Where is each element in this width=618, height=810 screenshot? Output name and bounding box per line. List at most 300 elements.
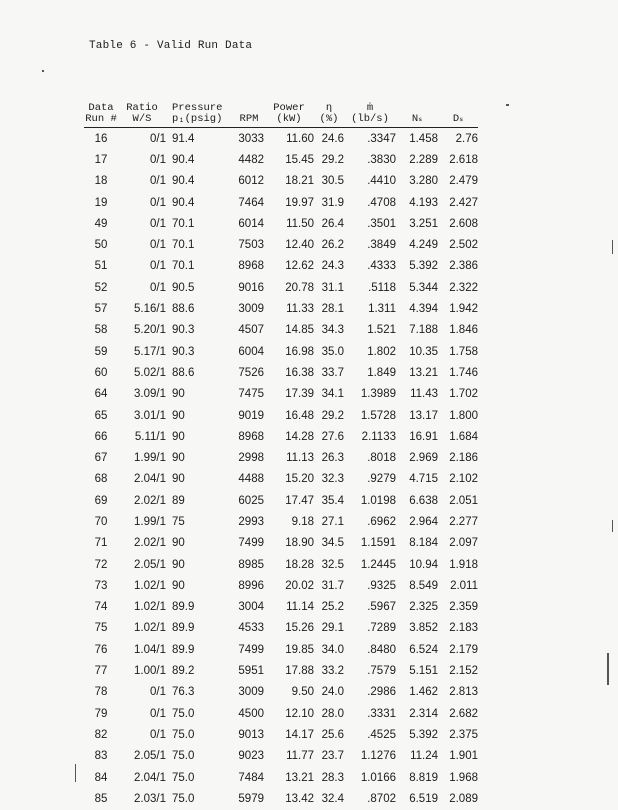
cell-pressure: 75 xyxy=(172,515,185,528)
cell-power: 15.20 xyxy=(285,473,314,486)
cell-mass-flow: .2986 xyxy=(367,686,396,699)
cell-specific-speed: 2.289 xyxy=(409,153,438,166)
cell-rpm: 5979 xyxy=(238,792,264,805)
cell-ratio: 0/1 xyxy=(150,217,166,230)
cell-specific-speed: 1.458 xyxy=(409,132,438,145)
cell-ratio: 5.17/1 xyxy=(134,345,166,358)
cell-power: 20.02 xyxy=(285,579,314,592)
cell-power: 17.47 xyxy=(285,494,314,507)
cell-specific-diameter: 2.183 xyxy=(449,622,478,635)
cell-data-run: 58 xyxy=(94,324,108,337)
cell-data-run: 74 xyxy=(94,601,108,614)
cell-ratio: 5.11/1 xyxy=(134,430,166,443)
cell-data-run: 73 xyxy=(94,579,108,592)
cell-mass-flow: .7579 xyxy=(367,665,396,678)
scan-mark xyxy=(42,70,44,72)
cell-efficiency: 26.3 xyxy=(321,452,344,465)
cell-ratio: 1.99/1 xyxy=(134,452,166,465)
cell-specific-speed: 6.524 xyxy=(409,643,438,656)
cell-mass-flow: 1.5728 xyxy=(360,409,396,422)
cell-specific-speed: 8.549 xyxy=(409,579,438,592)
cell-mass-flow: .3331 xyxy=(367,707,396,720)
cell-power: 15.26 xyxy=(285,622,314,635)
table-row xyxy=(84,703,478,724)
cell-rpm: 7499 xyxy=(238,643,264,656)
cell-rpm: 4507 xyxy=(238,324,264,337)
cell-efficiency: 26.2 xyxy=(321,239,344,252)
cell-data-run: 70 xyxy=(94,515,108,528)
cell-mass-flow: 2.1133 xyxy=(361,430,396,443)
cell-power: 11.50 xyxy=(286,217,314,230)
column-header-unit: (kW) xyxy=(276,113,302,125)
cell-specific-speed: 4.193 xyxy=(409,196,438,209)
table-row xyxy=(84,426,478,447)
cell-pressure: 89.2 xyxy=(172,665,195,678)
cell-rpm: 8985 xyxy=(238,558,264,571)
cell-pressure: 75.0 xyxy=(172,707,195,720)
cell-pressure: 90 xyxy=(172,473,185,486)
scan-mark xyxy=(607,653,609,685)
table-body xyxy=(84,128,478,810)
column-header-ratio xyxy=(118,101,172,128)
table-row xyxy=(84,149,478,170)
cell-specific-speed: 11.43 xyxy=(410,388,438,401)
cell-mass-flow: 1.2445 xyxy=(360,558,396,571)
cell-mass-flow: .4708 xyxy=(367,196,396,209)
column-header-label: Power xyxy=(273,102,305,114)
column-header-specific-speed xyxy=(396,101,438,128)
cell-specific-diameter: 2.152 xyxy=(449,665,478,678)
cell-efficiency: 31.9 xyxy=(321,196,344,209)
cell-specific-speed: 13.17 xyxy=(409,409,438,422)
cell-ratio: 1.00/1 xyxy=(134,665,166,678)
cell-power: 12.40 xyxy=(285,239,314,252)
cell-pressure: 91.4 xyxy=(172,132,195,145)
table-row xyxy=(84,639,478,660)
cell-data-run: 75 xyxy=(94,622,108,635)
cell-power: 18.21 xyxy=(285,175,314,188)
column-header-efficiency xyxy=(314,101,344,128)
cell-efficiency: 29.2 xyxy=(321,409,344,422)
cell-specific-diameter: 2.813 xyxy=(449,686,478,699)
cell-mass-flow: 1.802 xyxy=(367,345,396,358)
table-row xyxy=(84,384,478,405)
table-header-row xyxy=(84,101,478,128)
cell-ratio: 0/1 xyxy=(150,175,166,188)
cell-specific-speed: 1.462 xyxy=(409,686,438,699)
cell-power: 12.10 xyxy=(285,707,314,720)
cell-rpm: 4482 xyxy=(238,153,264,166)
cell-pressure: 90.3 xyxy=(172,324,195,337)
cell-ratio: 1.02/1 xyxy=(134,622,166,635)
cell-efficiency: 27.1 xyxy=(321,515,344,528)
cell-rpm: 5951 xyxy=(238,665,264,678)
cell-specific-diameter: 1.968 xyxy=(449,771,478,784)
cell-rpm: 4488 xyxy=(238,473,264,486)
table-row xyxy=(84,447,478,468)
cell-rpm: 7503 xyxy=(238,239,264,252)
cell-efficiency: 34.0 xyxy=(321,643,344,656)
cell-efficiency: 32.3 xyxy=(321,473,344,486)
cell-specific-speed: 10.94 xyxy=(409,558,438,571)
cell-pressure: 90 xyxy=(172,409,185,422)
cell-mass-flow: 1.3989 xyxy=(360,388,396,401)
table-row xyxy=(84,341,478,362)
cell-data-run: 64 xyxy=(94,388,108,401)
cell-data-run: 69 xyxy=(94,494,108,507)
cell-ratio: 1.99/1 xyxy=(134,515,166,528)
cell-mass-flow: .7289 xyxy=(367,622,396,635)
column-header-label: η xyxy=(325,102,333,114)
table-row xyxy=(84,554,478,575)
valid-run-data-table xyxy=(84,101,478,810)
cell-pressure: 90.4 xyxy=(172,196,195,209)
cell-data-run: 85 xyxy=(94,792,108,805)
table-row xyxy=(84,277,478,298)
cell-rpm: 6012 xyxy=(238,175,264,188)
cell-mass-flow: .5967 xyxy=(367,601,396,614)
cell-mass-flow: 1.849 xyxy=(367,366,396,379)
cell-pressure: 75.0 xyxy=(172,771,195,784)
cell-data-run: 17 xyxy=(94,153,108,166)
cell-rpm: 3033 xyxy=(238,132,264,145)
cell-specific-speed: 16.91 xyxy=(409,430,438,443)
cell-mass-flow: 1.0166 xyxy=(360,771,396,784)
cell-ratio: 3.09/1 xyxy=(134,388,166,401)
cell-efficiency: 28.0 xyxy=(321,707,344,720)
cell-ratio: 0/1 xyxy=(150,239,166,252)
cell-specific-speed: 4.394 xyxy=(409,303,438,316)
cell-specific-diameter: 1.901 xyxy=(449,750,478,763)
cell-rpm: 6004 xyxy=(238,345,264,358)
cell-rpm: 4500 xyxy=(238,707,264,720)
table-row xyxy=(84,767,478,788)
table-row xyxy=(84,724,478,745)
cell-specific-speed: 2.969 xyxy=(409,452,438,465)
cell-efficiency: 34.1 xyxy=(321,388,344,401)
cell-specific-speed: 13.21 xyxy=(409,366,438,379)
cell-ratio: 2.04/1 xyxy=(134,771,166,784)
cell-specific-speed: 2.964 xyxy=(409,515,438,528)
cell-mass-flow: .4333 xyxy=(367,260,396,273)
cell-efficiency: 24.3 xyxy=(321,260,344,273)
cell-ratio: 0/1 xyxy=(150,281,166,294)
cell-pressure: 90.4 xyxy=(172,175,195,188)
cell-specific-diameter: 2.097 xyxy=(449,537,478,550)
cell-mass-flow: .3501 xyxy=(367,217,396,230)
cell-power: 20.78 xyxy=(285,281,314,294)
cell-mass-flow: 1.1276 xyxy=(360,750,396,763)
cell-efficiency: 24.6 xyxy=(321,132,344,145)
cell-power: 13.42 xyxy=(285,792,314,805)
column-header-label: Dₛ xyxy=(452,113,464,125)
cell-data-run: 59 xyxy=(94,345,108,358)
cell-ratio: 2.05/1 xyxy=(134,750,166,763)
cell-rpm: 6014 xyxy=(238,217,264,230)
table-row xyxy=(84,511,478,532)
cell-mass-flow: 1.1591 xyxy=(360,537,396,550)
cell-data-run: 19 xyxy=(94,196,108,209)
cell-ratio: 5.20/1 xyxy=(134,324,166,337)
cell-mass-flow: .9279 xyxy=(367,473,396,486)
cell-specific-diameter: 2.359 xyxy=(449,601,478,614)
cell-pressure: 90.4 xyxy=(172,153,195,166)
cell-specific-speed: 2.325 xyxy=(409,601,438,614)
column-header-unit: (lb/s) xyxy=(351,113,389,125)
cell-efficiency: 31.1 xyxy=(321,281,344,294)
cell-ratio: 0/1 xyxy=(150,132,166,145)
cell-ratio: 2.03/1 xyxy=(134,792,166,805)
cell-rpm: 9019 xyxy=(238,409,264,422)
column-header-label: RPM xyxy=(239,113,259,125)
cell-specific-diameter: 1.846 xyxy=(449,324,478,337)
cell-efficiency: 33.2 xyxy=(321,665,344,678)
cell-pressure: 75.0 xyxy=(172,792,195,805)
cell-specific-diameter: 2.618 xyxy=(449,153,478,166)
cell-mass-flow: .5118 xyxy=(368,281,396,294)
cell-specific-diameter: 2.011 xyxy=(450,579,478,592)
table-row xyxy=(84,128,478,150)
cell-power: 14.85 xyxy=(285,324,314,337)
cell-power: 19.85 xyxy=(285,643,314,656)
cell-efficiency: 32.4 xyxy=(321,792,344,805)
scan-mark xyxy=(612,520,613,532)
cell-power: 14.28 xyxy=(285,430,314,443)
cell-ratio: 0/1 xyxy=(150,153,166,166)
cell-data-run: 77 xyxy=(94,665,108,678)
cell-power: 16.98 xyxy=(285,345,314,358)
cell-ratio: 2.02/1 xyxy=(134,494,166,507)
cell-efficiency: 35.4 xyxy=(321,494,344,507)
table-row xyxy=(84,256,478,277)
column-header-label: ṁ xyxy=(366,102,374,114)
cell-specific-speed: 5.151 xyxy=(409,665,438,678)
cell-data-run: 51 xyxy=(94,260,108,273)
cell-efficiency: 35.0 xyxy=(321,345,344,358)
cell-specific-diameter: 1.684 xyxy=(449,430,478,443)
cell-power: 11.33 xyxy=(286,303,314,316)
cell-power: 17.39 xyxy=(285,388,314,401)
cell-efficiency: 26.4 xyxy=(321,217,344,230)
cell-power: 16.38 xyxy=(285,366,314,379)
cell-specific-speed: 5.392 xyxy=(409,728,438,741)
column-header-label: Ratio xyxy=(126,102,158,114)
cell-pressure: 70.1 xyxy=(172,260,195,273)
table-row xyxy=(84,171,478,192)
cell-data-run: 71 xyxy=(94,537,108,550)
cell-efficiency: 23.7 xyxy=(321,750,344,763)
column-header-unit: W/S xyxy=(132,113,152,125)
cell-ratio: 1.02/1 xyxy=(134,579,166,592)
cell-rpm: 7499 xyxy=(238,537,264,550)
cell-mass-flow: .8702 xyxy=(367,792,396,805)
cell-power: 11.77 xyxy=(286,750,314,763)
cell-rpm: 7464 xyxy=(238,196,264,209)
cell-mass-flow: .3849 xyxy=(367,239,396,252)
cell-mass-flow: .6962 xyxy=(367,515,396,528)
cell-specific-speed: 5.392 xyxy=(409,260,438,273)
cell-mass-flow: 1.0198 xyxy=(360,494,396,507)
cell-pressure: 70.1 xyxy=(172,217,195,230)
cell-pressure: 90.3 xyxy=(172,345,195,358)
cell-efficiency: 30.5 xyxy=(321,175,344,188)
cell-data-run: 82 xyxy=(94,728,108,741)
cell-specific-diameter: 1.800 xyxy=(449,409,478,422)
cell-rpm: 8968 xyxy=(238,430,264,443)
cell-specific-speed: 3.251 xyxy=(409,217,438,230)
cell-power: 18.90 xyxy=(285,537,314,550)
cell-mass-flow: .3830 xyxy=(367,153,396,166)
cell-efficiency: 29.1 xyxy=(321,622,344,635)
cell-efficiency: 28.3 xyxy=(321,771,344,784)
cell-data-run: 49 xyxy=(94,217,108,230)
column-header-mass-flow xyxy=(344,101,396,128)
cell-data-run: 18 xyxy=(94,175,108,188)
cell-efficiency: 27.6 xyxy=(321,430,344,443)
cell-mass-flow: 1.311 xyxy=(368,303,396,316)
cell-pressure: 90 xyxy=(172,558,185,571)
cell-ratio: 2.04/1 xyxy=(134,473,166,486)
cell-specific-speed: 3.852 xyxy=(409,622,438,635)
cell-data-run: 65 xyxy=(94,409,108,422)
cell-specific-diameter: 2.375 xyxy=(449,728,478,741)
column-header-power xyxy=(264,101,314,128)
table-row xyxy=(84,788,478,809)
cell-data-run: 52 xyxy=(94,281,108,294)
cell-pressure: 89.9 xyxy=(172,622,195,635)
cell-rpm: 8996 xyxy=(238,579,264,592)
cell-efficiency: 34.3 xyxy=(321,324,344,337)
cell-specific-speed: 4.249 xyxy=(409,239,438,252)
table-row xyxy=(84,490,478,511)
cell-data-run: 83 xyxy=(94,750,108,763)
cell-rpm: 3009 xyxy=(238,303,264,316)
column-header-unit: (%) xyxy=(319,113,339,125)
cell-rpm: 3009 xyxy=(238,686,264,699)
cell-rpm: 9016 xyxy=(238,281,264,294)
cell-efficiency: 28.1 xyxy=(321,303,344,316)
cell-ratio: 0/1 xyxy=(150,728,166,741)
cell-specific-diameter: 1.746 xyxy=(449,366,478,379)
cell-specific-speed: 8.819 xyxy=(409,771,438,784)
cell-pressure: 88.6 xyxy=(172,303,195,316)
cell-data-run: 68 xyxy=(94,473,108,486)
cell-data-run: 78 xyxy=(94,686,108,699)
cell-mass-flow: .4525 xyxy=(367,728,396,741)
cell-pressure: 90.5 xyxy=(172,281,195,294)
cell-data-run: 66 xyxy=(94,430,108,443)
cell-mass-flow: .8480 xyxy=(367,643,396,656)
cell-ratio: 1.02/1 xyxy=(134,601,166,614)
cell-efficiency: 24.0 xyxy=(321,686,344,699)
table-row xyxy=(84,597,478,618)
cell-specific-diameter: 2.502 xyxy=(449,239,478,252)
cell-ratio: 2.05/1 xyxy=(134,558,166,571)
column-header-rpm xyxy=(234,101,264,128)
cell-ratio: 2.02/1 xyxy=(134,537,166,550)
cell-pressure: 89.9 xyxy=(172,601,195,614)
cell-power: 11.13 xyxy=(286,452,314,465)
table-row xyxy=(84,469,478,490)
cell-specific-diameter: 2.102 xyxy=(449,473,478,486)
cell-specific-speed: 6.638 xyxy=(409,494,438,507)
table-row xyxy=(84,234,478,255)
cell-ratio: 0/1 xyxy=(150,686,166,699)
table-row xyxy=(84,682,478,703)
table-row xyxy=(84,618,478,639)
cell-data-run: 72 xyxy=(94,558,108,571)
column-header-data-run xyxy=(84,101,118,128)
cell-rpm: 7484 xyxy=(238,771,264,784)
column-header-label: Pressure xyxy=(172,102,223,114)
cell-rpm: 6025 xyxy=(238,494,264,507)
cell-specific-diameter: 2.051 xyxy=(449,494,478,507)
cell-mass-flow: .4410 xyxy=(367,175,396,188)
cell-pressure: 90 xyxy=(172,537,185,550)
cell-ratio: 1.04/1 xyxy=(134,643,166,656)
scan-mark xyxy=(612,240,613,254)
cell-pressure: 75.0 xyxy=(172,728,195,741)
cell-rpm: 4533 xyxy=(238,622,264,635)
cell-specific-diameter: 2.186 xyxy=(449,452,478,465)
column-header-unit: p₁(psig) xyxy=(172,113,223,125)
cell-data-run: 76 xyxy=(94,643,108,656)
cell-rpm: 9013 xyxy=(238,728,264,741)
cell-power: 18.28 xyxy=(285,558,314,571)
cell-power: 13.21 xyxy=(285,771,314,784)
cell-specific-diameter: 2.427 xyxy=(449,196,478,209)
cell-pressure: 90 xyxy=(172,579,185,592)
cell-rpm: 7526 xyxy=(238,366,264,379)
cell-specific-diameter: 2.386 xyxy=(449,260,478,273)
cell-power: 16.48 xyxy=(285,409,314,422)
cell-specific-diameter: 2.322 xyxy=(449,281,478,294)
cell-rpm: 3004 xyxy=(238,601,264,614)
cell-ratio: 0/1 xyxy=(150,260,166,273)
cell-efficiency: 34.5 xyxy=(321,537,344,550)
cell-power: 15.45 xyxy=(285,153,314,166)
cell-specific-speed: 2.314 xyxy=(409,707,438,720)
cell-data-run: 57 xyxy=(94,303,108,316)
cell-specific-diameter: 2.179 xyxy=(449,643,478,656)
cell-data-run: 50 xyxy=(94,239,108,252)
cell-specific-speed: 7.188 xyxy=(409,324,438,337)
cell-ratio: 5.16/1 xyxy=(134,303,166,316)
cell-specific-diameter: 1.702 xyxy=(449,388,478,401)
cell-pressure: 90 xyxy=(172,452,185,465)
cell-ratio: 0/1 xyxy=(150,196,166,209)
table-row xyxy=(84,213,478,234)
cell-power: 11.60 xyxy=(286,132,314,145)
cell-specific-diameter: 2.682 xyxy=(449,707,478,720)
cell-mass-flow: .3347 xyxy=(367,132,396,145)
cell-power: 17.88 xyxy=(285,665,314,678)
table-title: Table 6 - Valid Run Data xyxy=(89,40,253,52)
cell-ratio: 5.02/1 xyxy=(134,366,166,379)
table-row xyxy=(84,405,478,426)
cell-power: 12.62 xyxy=(285,260,314,273)
cell-mass-flow: .9325 xyxy=(367,579,396,592)
cell-efficiency: 32.5 xyxy=(321,558,344,571)
cell-specific-speed: 5.344 xyxy=(409,281,438,294)
cell-data-run: 16 xyxy=(94,132,108,145)
cell-data-run: 67 xyxy=(94,452,108,465)
cell-efficiency: 29.2 xyxy=(321,153,344,166)
table-row xyxy=(84,660,478,681)
scan-mark xyxy=(506,104,509,106)
column-header-label: Nₛ xyxy=(411,113,423,125)
column-header-pressure xyxy=(172,101,234,128)
